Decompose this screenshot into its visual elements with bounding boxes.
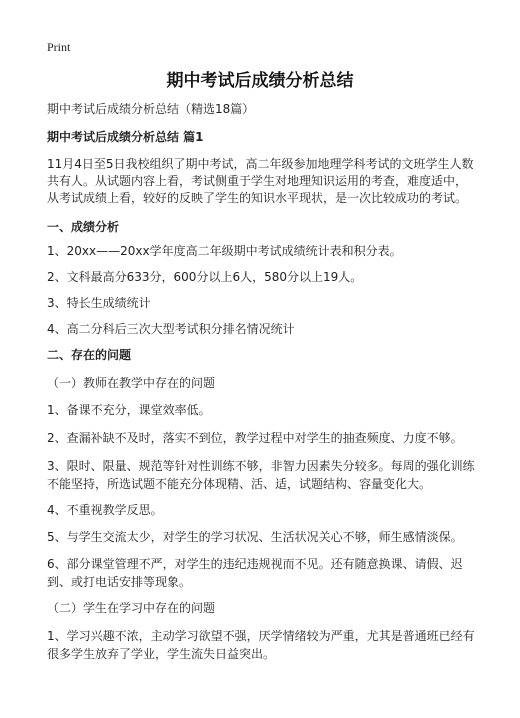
- section-heading-problems: 二、存在的问题: [47, 348, 132, 362]
- article-heading: 期中考试后成绩分析总结 篇1: [47, 130, 204, 144]
- section-heading-results: 一、成绩分析: [47, 220, 120, 234]
- teacher-issue-4: 4、不重视教学反思。: [47, 503, 163, 517]
- page-title: 期中考试后成绩分析总结: [166, 71, 354, 91]
- results-item-1: 1、20xx——20xx学年度高二年级期中考试成绩统计表和积分表。: [47, 244, 402, 258]
- teacher-issue-2: 2、查漏补缺不及时，落实不到位，教学过程中对学生的抽查频度、力度不够。: [47, 431, 463, 445]
- subsection-heading-students: （二）学生在学习中存在的问题: [47, 601, 216, 615]
- teacher-issue-5: 5、与学生交流太少，对学生的学习状况、生活状况关心不够，师生感情淡保。: [47, 530, 463, 544]
- results-item-3: 3、特长生成绩统计: [47, 296, 151, 310]
- print-link[interactable]: Print: [47, 40, 71, 54]
- article-subtitle: 期中考试后成绩分析总结（精选18篇）: [47, 102, 255, 116]
- subsection-heading-teachers: （一）教师在教学中存在的问题: [47, 376, 216, 390]
- teacher-issue-6: 6、部分课堂管理不严，对学生的违纪违规视而不见。还有随意换课、请假、迟到、或打电话安排等现象。: [47, 557, 463, 589]
- teacher-issue-3: 3、限时、限量、规范等针对性训练不够，非智力因素失分较多。每周的强化训练不能坚持，所选试题不能充分体现精、活、适，试题结构、容量变化大。: [47, 459, 475, 491]
- results-item-2: 2、文科最高分633分，600分以上6人，580分以上19人。: [47, 270, 363, 284]
- intro-paragraph: 11月4日至5日我校组织了期中考试，高二年级参加地理学科考试的文班学生人数共有人。从试题内容上看，考试侧重于学生对地理知识运用的考查，难度适中，从考试成绩上看，较好的反映了学生的知识水平现状，是一次比较成功的考试。: [47, 157, 474, 205]
- teacher-issue-1: 1、备课不充分，课堂效率低。: [47, 403, 211, 417]
- results-item-4: 4、高二分科后三次大型考试积分排名情况统计: [47, 322, 295, 336]
- student-issue-1: 1、学习兴趣不浓，主动学习欲望不强，厌学情绪较为严重，尤其是普通班已经有很多学生放弃了学业，学生流失日益突出。: [47, 629, 475, 661]
